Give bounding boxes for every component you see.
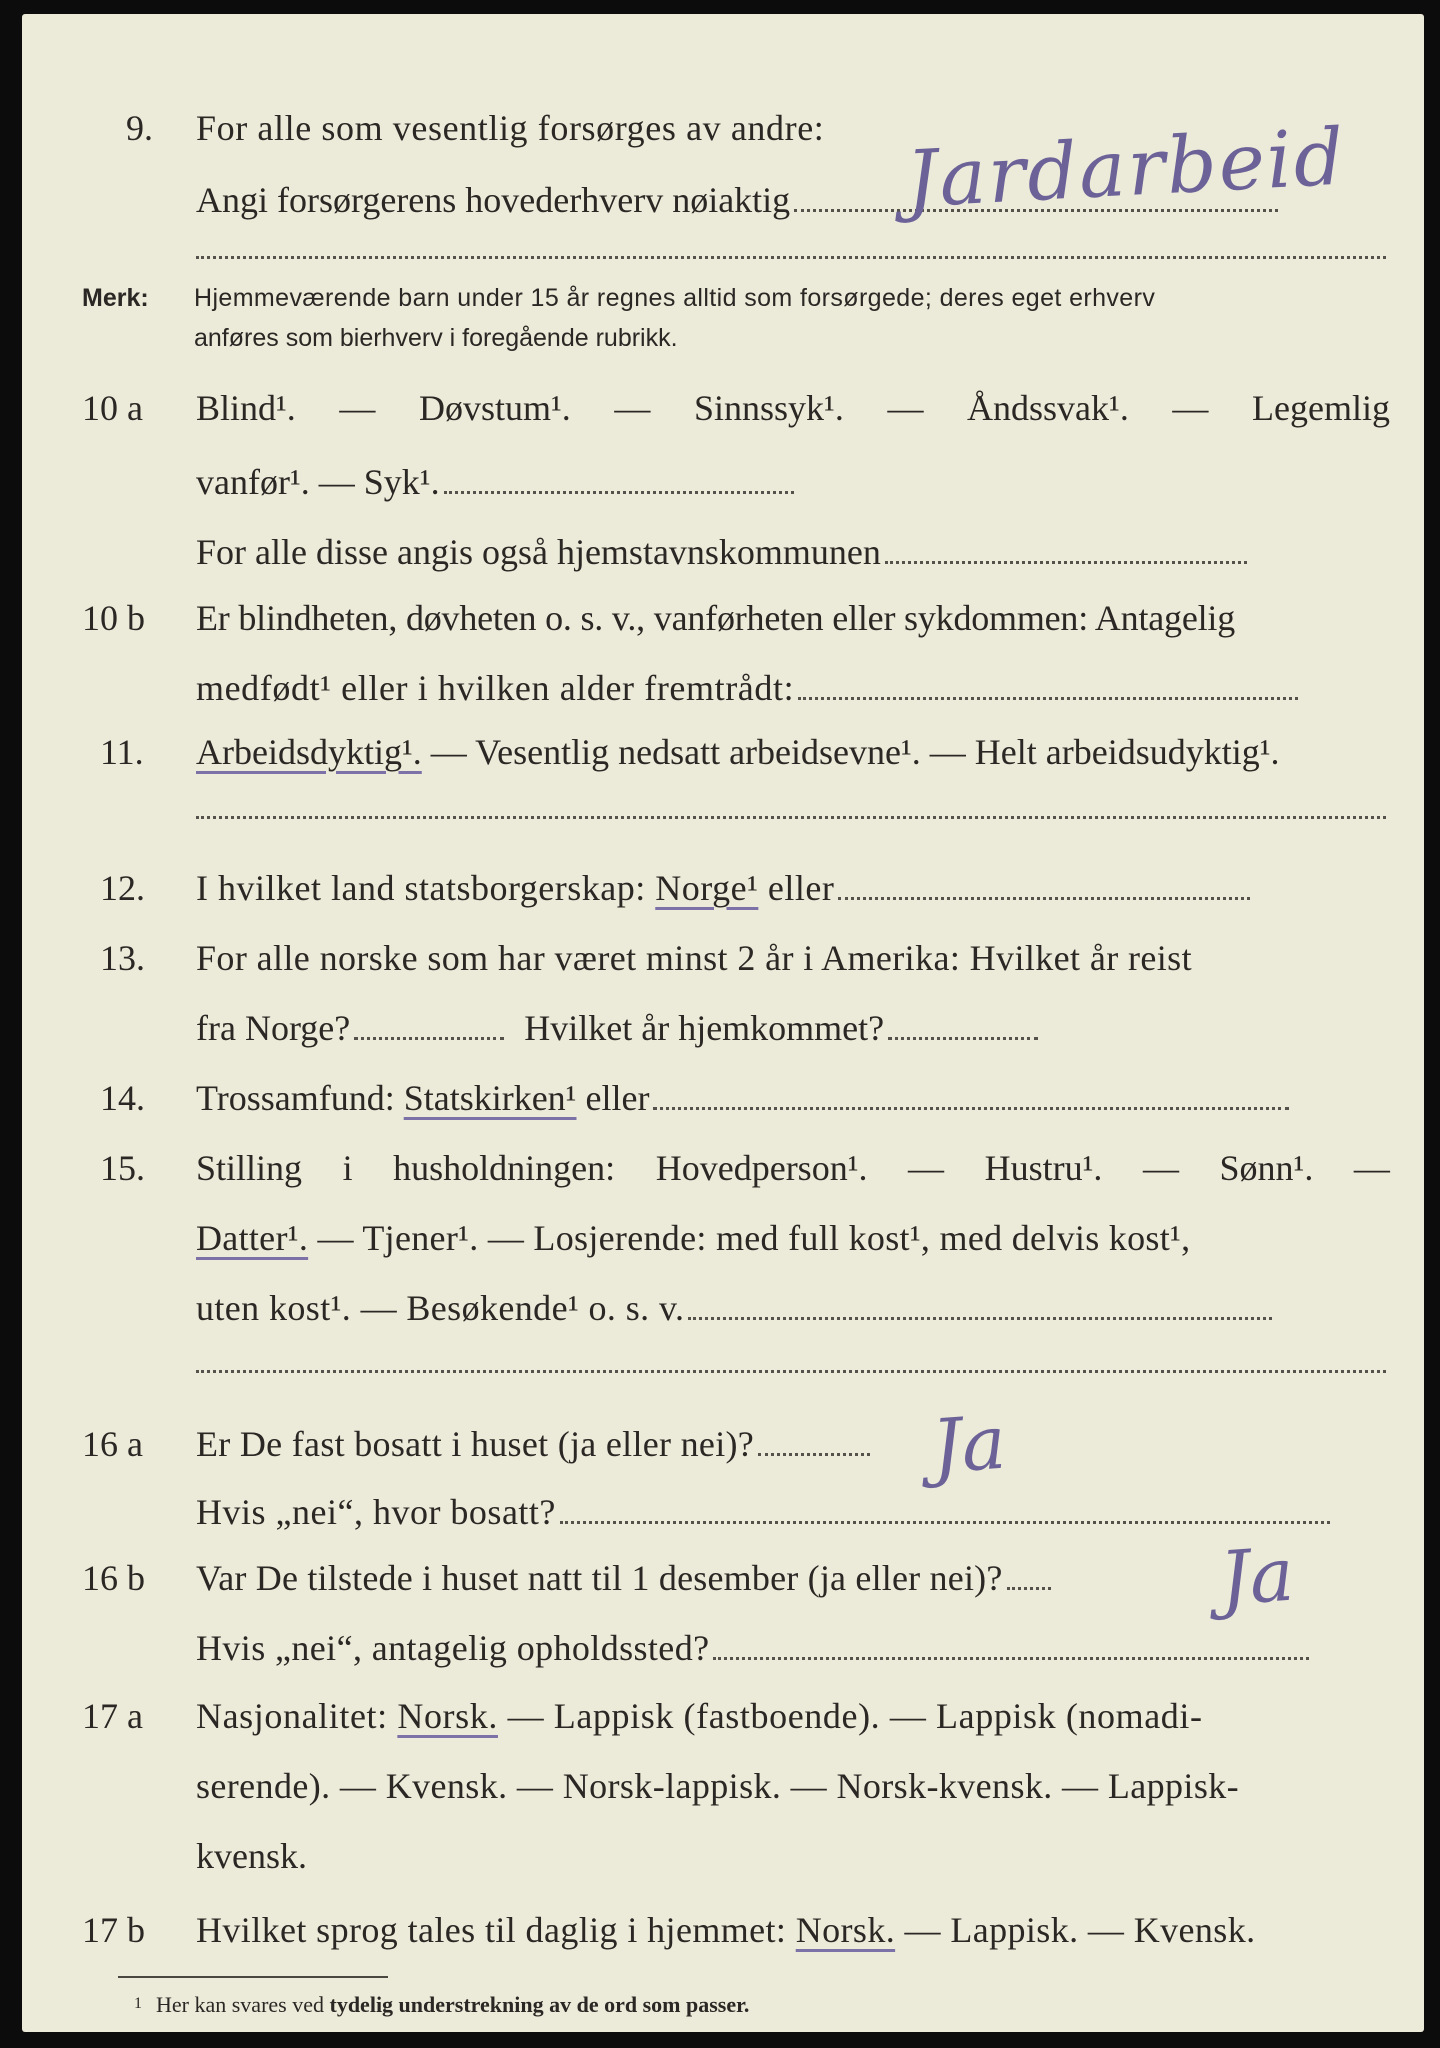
q13-line2b: Hvilket år hjemkommet?: [524, 1008, 885, 1048]
q14-underlined-choice: Statskirken¹: [403, 1078, 577, 1118]
q15-line1: [196, 1146, 1390, 1190]
merk-note: [82, 278, 1370, 358]
q16b-line2-dotted-line: [713, 1656, 1309, 1660]
q9-line1: For alle som vesentlig forsørges av andre:: [196, 108, 825, 148]
q13-line2a: fra Norge?: [196, 1008, 351, 1048]
q15-line1-part: husholdningen:: [393, 1148, 616, 1188]
q10a-line3-text: For alle disse angis også hjemstavnskommunen: [196, 532, 881, 572]
footnote: [134, 1992, 749, 2018]
q16a-line1-text: Er De fast bosatt i huset (ja eller nei)?: [196, 1424, 755, 1464]
footnote-rule: [118, 1976, 388, 1978]
merk-line2: anføres som bierhverv i foregående rubrikk.: [194, 324, 678, 352]
q12-text: [196, 866, 1250, 910]
q17a-line1-lead: Nasjonalitet:: [196, 1696, 398, 1736]
q11-rest: — Vesentlig nedsatt arbeidsevne¹. — Helt arbeidsudyktig¹.: [421, 732, 1280, 772]
q10a-line1-part: Åndssvak¹.: [967, 388, 1129, 428]
q11-dotted-line: [196, 816, 1386, 819]
q10a-line1-part: Sinnssyk¹.: [694, 388, 844, 428]
q10a-line3-dotted-line: [885, 560, 1247, 564]
q10a-line1-part: —: [339, 388, 376, 428]
q13-number: 13.: [100, 938, 145, 978]
q16b-line1-text: Var De tilstede i huset natt til 1 desember (ja eller nei)?: [196, 1558, 1003, 1598]
q17a-number: 17 a: [82, 1696, 143, 1736]
q15-underlined-choice: Datter¹.: [196, 1218, 309, 1258]
q15-line1-part: Hovedperson¹.: [655, 1148, 868, 1188]
q14-dotted-line: [653, 1106, 1289, 1110]
census-form-page: [22, 14, 1424, 2032]
q10a-line2: [196, 460, 794, 504]
q16a-dotted-line: [758, 1452, 870, 1456]
q15-line3: [196, 1286, 1272, 1330]
q10b-line1: Er blindheten, døvheten o. s. v., vanførheten eller sykdommen: Antagelig: [196, 598, 1236, 638]
q11-underlined-choice: Arbeidsdyktig¹.: [196, 732, 422, 772]
q12-number: 12.: [100, 868, 145, 908]
q15-extra-dotted-line: [196, 1370, 1386, 1373]
q13-line2: [196, 1006, 1038, 1050]
footnote-mark: 1: [134, 1995, 142, 2012]
q15-line2-rest: — Tjener¹. — Losjerende: med full kost¹, med delvis kost¹,: [308, 1218, 1191, 1258]
q17b-underlined-choice: Norsk.: [795, 1910, 896, 1950]
q13-dotted-line-2: [888, 1036, 1038, 1040]
q15-line1-part: Stilling: [196, 1148, 303, 1188]
q10a-line1: [196, 386, 1390, 430]
q17a-line1: [196, 1694, 1203, 1738]
q10a-line1-part: Legemlig: [1252, 388, 1390, 428]
q10a-line1-part: —: [1172, 388, 1209, 428]
q14-number: 14.: [100, 1078, 145, 1118]
q16a-handwritten-answer: Ja: [929, 1399, 1009, 1491]
q14-text: [196, 1076, 1289, 1120]
q10a-line2-text: vanfør¹. — Syk¹.: [196, 462, 440, 502]
q15-line1-part: —: [908, 1148, 945, 1188]
q10a-line1-part: —: [887, 388, 924, 428]
q9-handwritten-answer: Jardarbeid: [903, 112, 1348, 226]
q14-rest: eller: [576, 1078, 650, 1118]
q16b-line1: [196, 1556, 1051, 1600]
q10a-line1-part: Blind¹.: [196, 388, 296, 428]
merk-label: Merk:: [82, 284, 149, 312]
q17a-line1-rest: — Lappisk (fastboende). — Lappisk (nomadi-: [497, 1696, 1203, 1736]
q10a-line1-part: —: [614, 388, 651, 428]
q16b-line2: [196, 1626, 1309, 1670]
q16a-number: 16 a: [82, 1424, 143, 1464]
footnote-bold-text: tydelig understrekning av de ord som passer.: [329, 1992, 750, 2017]
q15-line1-part: Hustru¹.: [984, 1148, 1103, 1188]
q11-text: [196, 730, 1280, 774]
q15-line1-part: i: [342, 1148, 353, 1188]
q12-underlined-choice: Norge¹: [655, 868, 759, 908]
q16a-line2-text: Hvis „nei“, hvor bosatt?: [196, 1492, 556, 1532]
q13-dotted-line-1: [354, 1036, 504, 1040]
q16b-handwritten-answer: Ja: [1217, 1531, 1297, 1623]
q17b-rest: — Lappisk. — Kvensk.: [895, 1910, 1256, 1950]
q16b-number: 16 b: [82, 1558, 145, 1598]
q10a-line1-part: Døvstum¹.: [419, 388, 571, 428]
q10b-number: 10 b: [82, 598, 145, 638]
footnote-text: Her kan svares ved: [156, 1992, 330, 2017]
q11-number: 11.: [100, 732, 144, 772]
q10a-number: 10 a: [82, 388, 143, 428]
q17a-line3: kvensk.: [196, 1836, 307, 1876]
q16b-line2-text: Hvis „nei“, antagelig opholdssted?: [196, 1628, 710, 1668]
q9-line2-text: Angi forsørgerens hovederhverv nøiaktig: [196, 180, 791, 220]
q13-line1: For alle norske som har været minst 2 år i Amerika: Hvilket år reist: [196, 938, 1192, 978]
q10b-dotted-line: [798, 696, 1298, 700]
q12-dotted-line: [838, 896, 1250, 900]
q15-dotted-line: [688, 1316, 1272, 1320]
q17a-line2: serende). — Kvensk. — Norsk-lappisk. — Norsk-kvensk. — Lappisk-: [196, 1766, 1240, 1806]
q16a-line1: [196, 1422, 870, 1466]
q15-line1-part: —: [1353, 1148, 1390, 1188]
q15-line3-text: uten kost¹. — Besøkende¹ o. s. v.: [196, 1288, 685, 1328]
q16b-dotted-line: [1007, 1586, 1051, 1590]
q17b-text: [196, 1908, 1256, 1952]
q10b-line2-text: medfødt¹ eller i hvilken alder fremtrådt:: [196, 668, 795, 708]
q9-number: 9.: [126, 108, 153, 148]
q9-extra-dotted-line: [196, 256, 1386, 259]
q10b-line2: [196, 666, 1298, 710]
q16a-line2: [196, 1490, 1330, 1534]
q16a-line2-dotted-line: [560, 1520, 1330, 1524]
q12-text-lead: I hvilket land statsborgerskap:: [196, 868, 656, 908]
q14-text-lead: Trossamfund:: [196, 1078, 404, 1118]
q17b-lead: Hvilket sprog tales til daglig i hjemmet:: [196, 1910, 796, 1950]
q10a-line3: [196, 530, 1247, 574]
q17b-number: 17 b: [82, 1910, 145, 1950]
q15-line1-part: Sønn¹.: [1219, 1148, 1314, 1188]
q15-line2: [196, 1216, 1190, 1260]
q10a-dotted-line: [444, 490, 794, 494]
q17a-underlined-choice: Norsk.: [397, 1696, 498, 1736]
q15-line1-part: —: [1142, 1148, 1179, 1188]
q12-rest: eller: [758, 868, 835, 908]
q15-number: 15.: [100, 1148, 145, 1188]
merk-line1: Hjemmeværende barn under 15 år regnes alltid som forsørgede; deres eget erhverv: [194, 284, 1156, 312]
